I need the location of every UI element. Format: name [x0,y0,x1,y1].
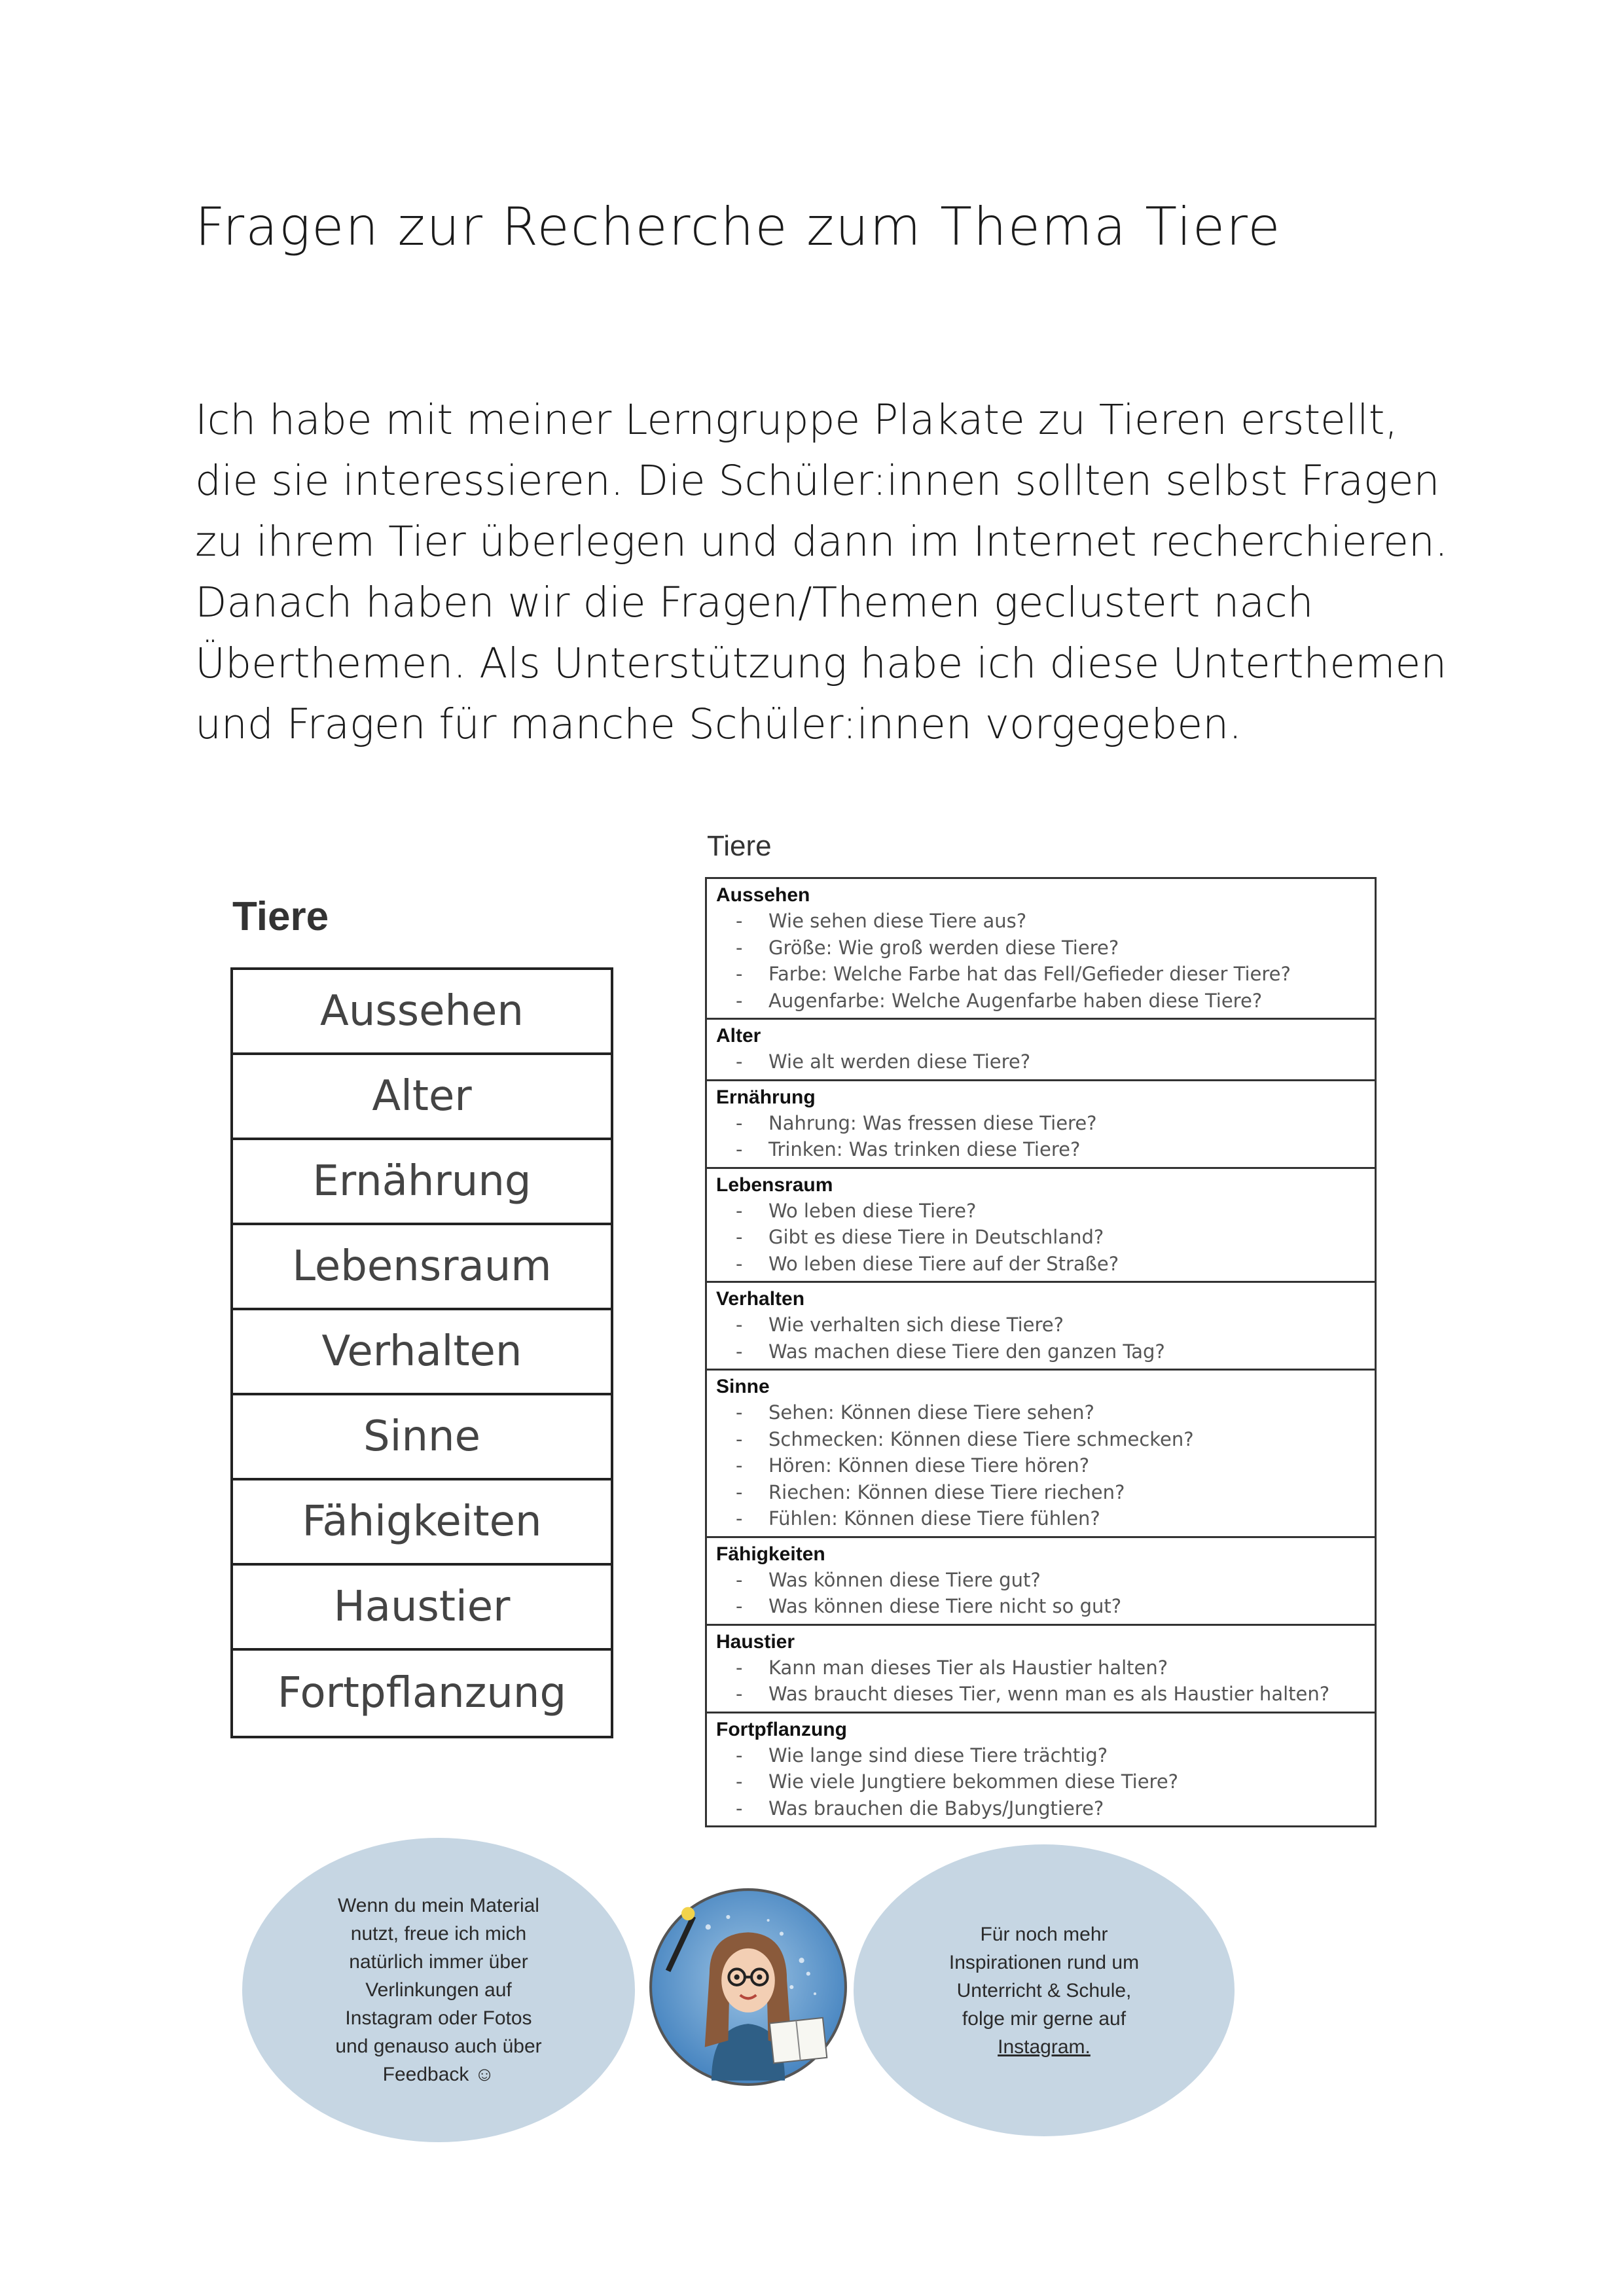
question-section [707,1169,1375,1283]
left-table-row: Verhalten [233,1310,611,1395]
question-item [716,1136,1367,1163]
instagram-link[interactable]: Instagram. [998,2036,1091,2058]
question-item [716,1655,1367,1681]
question-text: Wo leben diese Tiere auf der Straße? [768,1252,1119,1275]
question-section [707,1538,1375,1626]
question-text: Hören: Können diese Tiere hören? [768,1454,1090,1477]
bullet-dash: - [736,910,743,932]
left-table-row: Fähigkeiten [233,1480,611,1566]
question-item [716,1338,1367,1365]
bullet-dash: - [736,1252,743,1275]
left-table-row: Sinne [233,1395,611,1480]
question-item [716,1399,1367,1426]
question-item [716,961,1367,988]
question-section [707,1020,1375,1081]
question-text: Fühlen: Können diese Tiere fühlen? [768,1507,1100,1530]
question-text: Was können diese Tiere nicht so gut? [768,1595,1122,1617]
question-item [716,1593,1367,1620]
bubble-line: folge mir gerne auf [962,2007,1127,2030]
question-item [716,1768,1367,1795]
bubble-line: Für noch mehr [980,1923,1108,1945]
left-table-row: Haustier [233,1566,611,1651]
bullet-dash: - [736,1656,743,1679]
bullet-dash: - [736,1797,743,1820]
question-text: Wie verhalten sich diese Tiere? [768,1314,1064,1336]
left-table-row: Ernährung [233,1140,611,1225]
left-table-row: Fortpflanzung [277,1669,567,1717]
question-item [716,1426,1367,1453]
bullet-dash: - [736,1111,743,1134]
page-title: Fragen zur Recherche zum Thema Tiere [195,196,1282,257]
feedback-bubble [242,1838,635,2142]
question-section [707,1283,1375,1371]
left-table-row: Lebensraum [233,1225,611,1310]
question-item [716,1681,1367,1708]
bullet-dash: - [736,1314,743,1336]
question-text: Nahrung: Was fressen diese Tiere? [768,1111,1097,1134]
question-item [716,1110,1367,1137]
bubble-line: Verlinkungen auf [365,1979,512,2001]
section-title: Fortpflanzung [716,1718,847,1740]
question-section [707,1371,1375,1538]
question-item [716,1795,1367,1822]
bullet-dash: - [736,963,743,985]
question-text: Was braucht dieses Tier, wenn man es als Haustier halten? [768,1683,1330,1705]
question-item [716,1479,1367,1506]
question-text: Was machen diese Tiere den ganzen Tag? [768,1340,1165,1363]
section-title: Haustier [716,1630,795,1653]
question-item [716,935,1367,961]
question-section [707,879,1375,1020]
question-item [716,1224,1367,1251]
question-text: Wie viele Jungtiere bekommen diese Tiere? [768,1770,1179,1793]
question-text: Trinken: Was trinken diese Tiere? [768,1138,1081,1160]
bullet-dash: - [736,1770,743,1793]
bullet-dash: - [736,1480,743,1503]
question-text: Riechen: Können diese Tiere riechen? [768,1480,1125,1503]
bullet-dash: - [736,1595,743,1617]
question-text: Sehen: Können diese Tiere sehen? [768,1401,1094,1424]
question-text: Was können diese Tiere gut? [768,1568,1041,1591]
bullet-dash: - [736,1340,743,1363]
bubble-line: Wenn du mein Material [338,1895,539,1916]
bullet-dash: - [736,1138,743,1160]
section-title: Alter [716,1025,761,1047]
right-table-heading: Tiere [707,830,772,862]
question-text: Wie alt werden diese Tiere? [768,1050,1031,1073]
question-text: Kann man dieses Tier als Haustier halten? [768,1656,1168,1679]
question-item [716,988,1367,1014]
question-section [707,1081,1375,1169]
bubble-line: Instagram oder Fotos [345,2007,532,2029]
question-text: Größe: Wie groß werden diese Tiere? [768,936,1119,959]
question-text: Was brauchen die Babys/Jungtiere? [768,1797,1104,1820]
question-item [716,1567,1367,1594]
question-item [716,908,1367,935]
question-item [716,1312,1367,1338]
teacher-avatar-icon [648,1887,848,2087]
question-text: Augenfarbe: Welche Augenfarbe haben diese Tiere? [768,989,1263,1012]
bubble-line: Inspirationen rund um [948,1951,1140,1973]
bullet-dash: - [736,1744,743,1767]
bubble-line: Unterricht & Schule, [956,1979,1132,2001]
instagram-bubble [854,1844,1235,2136]
question-text: Wie lange sind diese Tiere trächtig? [768,1744,1108,1767]
section-title: Verhalten [716,1288,805,1310]
question-text: Gibt es diese Tiere in Deutschland? [768,1226,1104,1248]
left-table-heading: Tiere [232,894,329,939]
bullet-dash: - [736,1050,743,1073]
section-title: Aussehen [716,884,810,906]
question-item [716,1505,1367,1532]
question-item [716,1251,1367,1278]
bullet-dash: - [736,1507,743,1530]
bullet-dash: - [736,936,743,959]
question-text: Wie sehen diese Tiere aus? [768,910,1027,932]
question-text: Wo leben diese Tiere? [768,1199,977,1222]
question-section [707,1713,1375,1826]
section-title: Fähigkeiten [716,1543,825,1565]
bubble-line: und genauso auch über [335,2036,542,2057]
bullet-dash: - [736,989,743,1012]
section-title: Ernährung [716,1086,816,1108]
bullet-dash: - [736,1427,743,1450]
bubble-line: nutzt, freue ich mich [350,1923,527,1945]
bubble-line: natürlich immer über [349,1951,528,1973]
question-section [707,1626,1375,1713]
left-table-row: Aussehen [233,970,611,1055]
bullet-dash: - [736,1683,743,1705]
section-title: Sinne [716,1376,770,1397]
bullet-dash: - [736,1401,743,1424]
section-title: Lebensraum [716,1174,833,1196]
bullet-dash: - [736,1226,743,1248]
bullet-dash: - [736,1568,743,1591]
question-text: Farbe: Welche Farbe hat das Fell/Gefieder dieser Tiere? [768,963,1291,985]
question-text: Schmecken: Können diese Tiere schmecken? [768,1427,1194,1450]
right-question-table [705,877,1377,1827]
left-topic-table [230,967,613,1738]
bubble-line: Feedback ☺ [382,2064,495,2085]
bullet-dash: - [736,1199,743,1222]
intro-paragraph: Ich habe mit meiner Lerngruppe Plakate zu Tieren erstellt, die sie interessieren. Die Schüler:innen sollten selbst Fragen zu ihrem Tier überlegen und dann im Internet recherchieren. Danach haben wir die Fragen/Themen geclustert nach Überthemen. Als Unterstützung habe ich diese Unterthemen und Fragen für manche Schüler:innen vorgegeben. [195,396,1448,748]
question-item [716,1742,1367,1769]
left-table-row: Alter [233,1055,611,1140]
bullet-dash: - [736,1454,743,1477]
question-item [716,1452,1367,1479]
question-item [716,1049,1367,1075]
question-item [716,1198,1367,1225]
